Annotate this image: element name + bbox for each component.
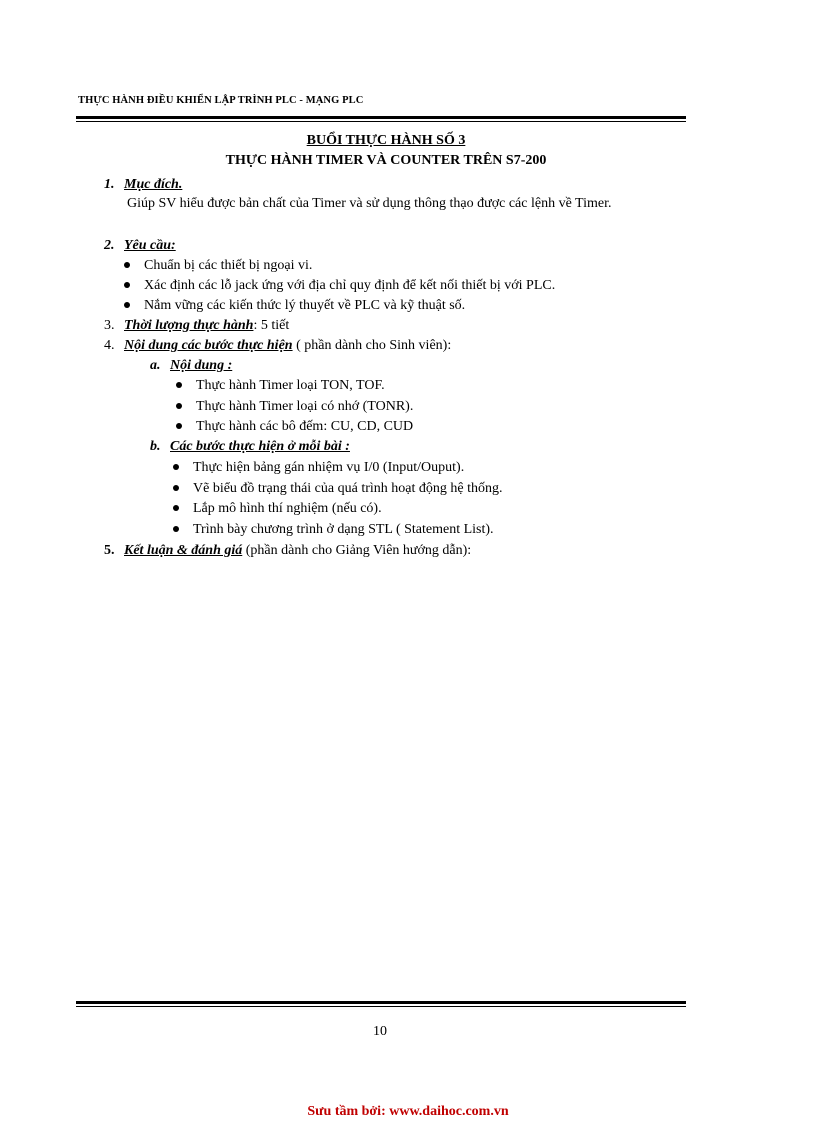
session-title: BUỔI THỰC HÀNH SỐ 3 bbox=[306, 133, 466, 148]
section-number: 3. bbox=[104, 318, 115, 333]
running-header: THỰC HÀNH ĐIỀU KHIỂN LẬP TRÌNH PLC - MẠNG PLC bbox=[78, 95, 364, 106]
section-1-heading bbox=[104, 176, 182, 194]
section-5-heading: 5. Kết luận & đánh giá (phần dành cho Giảng Viên hướng dẫn): bbox=[104, 543, 472, 558]
header-rule-thin bbox=[76, 121, 686, 122]
list-item: Xác định các lỗ jack ứng với địa chỉ quy định để kết nối thiết bị với PLC. bbox=[124, 277, 555, 295]
section-2-heading bbox=[104, 237, 176, 255]
section-number: 2. bbox=[104, 238, 115, 253]
section-number: 5 bbox=[104, 543, 111, 558]
section-rest: : 5 tiết bbox=[253, 318, 290, 333]
list-item: Thực hành Timer loại TON, TOF. bbox=[176, 377, 385, 395]
section-title: Yêu cầu: bbox=[124, 238, 176, 253]
section-1-body: Giúp SV hiểu được bản chất của Timer và sử dụng thông thạo được các lệnh về Timer. bbox=[127, 196, 612, 211]
bullet-icon bbox=[176, 382, 182, 388]
list-item: Thực hiện bảng gán nhiệm vụ I/0 (Input/Ouput). bbox=[173, 459, 464, 477]
footer-rule-thin bbox=[76, 1006, 686, 1007]
bullet-icon bbox=[124, 282, 130, 288]
subsection-title: Nội dung : bbox=[170, 358, 233, 373]
section-title: Kết luận & đánh giá bbox=[124, 543, 243, 558]
bullet-icon bbox=[124, 262, 130, 268]
section-4-heading bbox=[104, 337, 451, 355]
section-number: 1. bbox=[104, 177, 115, 192]
source-credit bbox=[0, 1104, 816, 1120]
section-rest: (phần dành cho Giảng Viên hướng dẫn): bbox=[242, 543, 472, 558]
subsection-title: Các bước thực hiện ở mỗi bài : bbox=[170, 439, 350, 454]
subsection-letter: a. bbox=[150, 358, 161, 373]
section-title: Thời lượng thực hành bbox=[124, 318, 254, 333]
list-item: Thực hành Timer loại có nhớ (TONR). bbox=[176, 398, 413, 416]
session-subtitle: THỰC HÀNH TIMER VÀ COUNTER TRÊN S7-200 bbox=[225, 153, 547, 168]
section-3-heading bbox=[104, 317, 289, 335]
bullet-icon bbox=[124, 302, 130, 308]
section-rest: ( phần dành cho Sinh viên): bbox=[292, 338, 452, 353]
list-item: Thực hành các bô đếm: CU, CD, CUD bbox=[176, 418, 413, 436]
list-item: Chuẩn bị các thiết bị ngoại vi. bbox=[124, 257, 312, 275]
footer-rule-thick bbox=[76, 1001, 686, 1004]
subsection-b-heading bbox=[150, 438, 350, 456]
bullet-icon bbox=[173, 505, 179, 511]
subsection-letter: b. bbox=[150, 439, 161, 454]
credit-link[interactable]: www.daihoc.com.vn bbox=[389, 1104, 509, 1119]
section-number: 4. bbox=[104, 338, 115, 353]
subsection-a-heading bbox=[150, 357, 232, 375]
bullet-icon bbox=[173, 526, 179, 532]
section-title: Nội dung các bước thực hiện bbox=[124, 338, 293, 353]
list-item: Vẽ biểu đồ trạng thái của quá trình hoạt động hệ thống. bbox=[173, 480, 502, 498]
bullet-icon bbox=[173, 464, 179, 470]
list-item: Trình bày chương trình ở dạng STL ( Statement List). bbox=[173, 521, 494, 539]
section-title: Mục đích. bbox=[124, 177, 183, 192]
credit-label: Sưu tầm bởi: bbox=[307, 1104, 386, 1119]
list-item: Lắp mô hình thí nghiệm (nếu có). bbox=[173, 500, 382, 518]
bullet-icon bbox=[176, 423, 182, 429]
bullet-icon bbox=[176, 403, 182, 409]
bullet-icon bbox=[173, 485, 179, 491]
list-item: Nắm vững các kiến thức lý thuyết về PLC và kỹ thuật số. bbox=[124, 297, 465, 315]
header-rule-thick bbox=[76, 116, 686, 119]
page-number: 10 bbox=[373, 1024, 387, 1039]
